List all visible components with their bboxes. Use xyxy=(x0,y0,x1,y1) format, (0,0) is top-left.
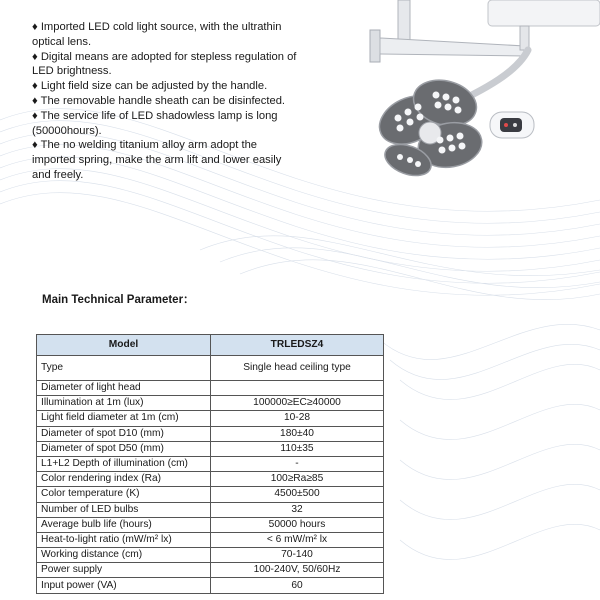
param-name: Diameter of spot D10 (mm) xyxy=(37,426,211,441)
table-row xyxy=(37,456,384,471)
table-row xyxy=(37,548,384,563)
param-name: L1+L2 Depth of illumination (cm) xyxy=(37,456,211,471)
param-value: 100-240V, 50/60Hz xyxy=(211,563,384,578)
param-value: 4500±500 xyxy=(211,487,384,502)
param-name: Color rendering index (Ra) xyxy=(37,472,211,487)
feature-item: ♦ Digital means are adopted for stepless regulation of LED brightness. xyxy=(32,50,297,78)
surgical-lamp-illustration xyxy=(340,0,600,200)
param-value: 60 xyxy=(211,578,384,593)
param-value: 50000 hours xyxy=(211,517,384,532)
param-name: Heat-to-light ratio (mW/m² lx) xyxy=(37,532,211,547)
section-title: Main Technical Parameter： xyxy=(42,294,195,306)
table-row xyxy=(37,426,384,441)
column-header-model: Model xyxy=(37,335,211,356)
param-value: 100≥Ra≥85 xyxy=(211,472,384,487)
table-row xyxy=(37,502,384,517)
param-value: 100000≥EC≥40000 xyxy=(211,396,384,411)
param-name: Color temperature (K) xyxy=(37,487,211,502)
feature-item: ♦ Light field size can be adjusted by the handle. xyxy=(32,80,268,93)
param-name: Average bulb life (hours) xyxy=(37,517,211,532)
table-row xyxy=(37,381,384,396)
param-value: < 6 mW/m² lx xyxy=(211,532,384,547)
param-name: Number of LED bulbs xyxy=(37,502,211,517)
table-header-row xyxy=(37,335,384,356)
table-row xyxy=(37,356,384,381)
param-value: 10-28 xyxy=(211,411,384,426)
column-header-model-number: TRLEDSZ4 xyxy=(211,335,384,356)
table-row xyxy=(37,563,384,578)
param-value: 180±40 xyxy=(211,426,384,441)
feature-item: ♦ The service life of LED shadowless lamp is long (50000hours). xyxy=(32,109,278,137)
param-name: Diameter of spot D50 (mm) xyxy=(37,441,211,456)
table-row xyxy=(37,517,384,532)
param-value xyxy=(211,381,384,396)
param-name: Illumination at 1m (lux) xyxy=(37,396,211,411)
param-name: Working distance (cm) xyxy=(37,548,211,563)
table-row xyxy=(37,472,384,487)
table-row xyxy=(37,411,384,426)
feature-list xyxy=(32,20,302,183)
param-name: Power supply xyxy=(37,563,211,578)
feature-item: ♦ The removable handle sheath can be disinfected. xyxy=(32,94,286,107)
param-name: Light field diameter at 1m (cm) xyxy=(37,411,211,426)
param-value: 32 xyxy=(211,502,384,517)
param-name: Input power (VA) xyxy=(37,578,211,593)
table-row xyxy=(37,396,384,411)
feature-item: ♦ The no welding titanium alloy arm adopt the imported spring, make the arm lift and lower easily and freely. xyxy=(32,139,282,181)
param-value: - xyxy=(211,456,384,471)
table-row xyxy=(37,578,384,593)
table-row xyxy=(37,441,384,456)
feature-item: ♦ Imported LED cold light source, with the ultrathin optical lens. xyxy=(32,21,282,48)
param-value: 110±35 xyxy=(211,441,384,456)
table-row xyxy=(37,532,384,547)
param-name: Type xyxy=(37,356,211,381)
param-name: Diameter of light head xyxy=(37,381,211,396)
param-value: Single head ceiling type xyxy=(211,356,384,381)
technical-parameter-table xyxy=(36,334,384,594)
table-row xyxy=(37,487,384,502)
param-value: 70-140 xyxy=(211,548,384,563)
